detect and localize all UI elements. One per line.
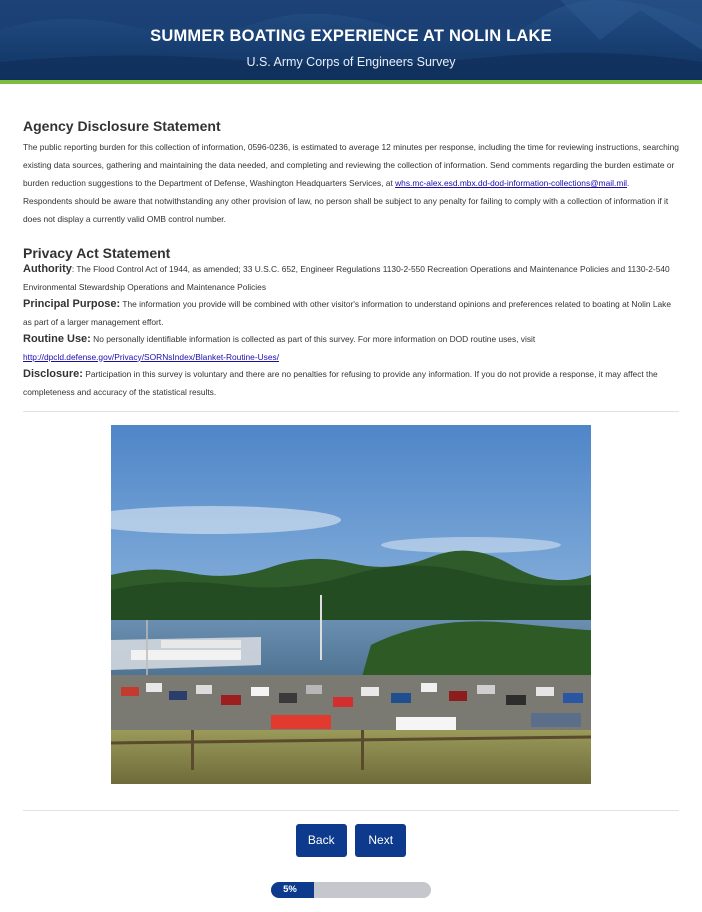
agency-text-part1: The public reporting burden for this collection of information, 0596-0236, is estimated to average 12 minutes per response, including the time for reviewing instructions, searching existing data sources, gathering and maintaining the data needed, and completing and reviewing the collection of information. Send comments regarding the burden estimate or burden reduction suggestions to the Department of Defense, Washington Headquarters Services, at — [23, 142, 679, 188]
agency-text-part2: . Respondents should be aware that notwithstanding any other provision of law, no person shall be subject to any penalty for failing to comply with a collection of information if it does not display a currently valid OMB control number. — [23, 178, 669, 224]
agency-disclosure-section — [23, 84, 679, 228]
authority-item — [23, 261, 679, 296]
nav-divider — [23, 810, 679, 811]
disclosure-label: Disclosure: — [23, 368, 83, 380]
survey-progress-bar — [271, 882, 431, 898]
whs-email-link[interactable]: whs.mc-alex.esd.mbx.dd-dod-information-collections@mail.mil — [395, 178, 628, 188]
survey-navigation — [23, 824, 679, 857]
survey-title: SUMMER BOATING EXPERIENCE AT NOLIN LAKE — [150, 27, 552, 45]
routine-use-label: Routine Use: — [23, 333, 91, 345]
principal-purpose-text: The information you provide will be combined with other visitor's information to understand opinions and preferences related to boating at Nolin Lake as part of a larger management effort. — [23, 299, 671, 327]
routine-use-item — [23, 331, 679, 366]
next-button[interactable]: Next — [355, 824, 406, 857]
authority-label: Authority — [23, 263, 72, 275]
back-button[interactable]: Back — [296, 824, 347, 857]
privacy-act-heading: Privacy Act Statement — [23, 245, 171, 261]
survey-header — [0, 0, 702, 80]
principal-purpose-label: Principal Purpose: — [23, 298, 121, 310]
progress-label: 5% — [283, 884, 297, 895]
disclosure-text: Participation in this survey is voluntary and there are no penalties for refusing to provide any information. If you do not provide a response, it may affect the completeness and accuracy of the statistical results. — [23, 369, 658, 397]
photo-container — [23, 425, 679, 784]
disclosure-item — [23, 366, 679, 401]
lake-marina-photo — [111, 425, 591, 784]
section-divider — [23, 411, 679, 412]
principal-purpose-item — [23, 296, 679, 331]
agency-disclosure-text — [23, 138, 679, 228]
dod-routine-uses-link[interactable]: http://dpcld.defense.gov/Privacy/SORNsIndex/Blanket-Routine-Uses/ — [23, 351, 280, 362]
privacy-act-section — [23, 245, 679, 401]
authority-text: : The Flood Control Act of 1944, as amended; 33 U.S.C. 652, Engineer Regulations 1130-2-550 Recreation Operations and Maintenance Policies and 1130-2-540 Environmental Stewardship Operations and Maintenance Policies — [23, 264, 670, 292]
agency-disclosure-heading: Agency Disclosure Statement — [23, 118, 221, 134]
routine-use-text: No personally identifiable information is collected as part of this survey. For more information on DOD routine uses, visit — [90, 334, 536, 344]
main-content — [0, 84, 702, 898]
survey-subtitle: U.S. Army Corps of Engineers Survey — [246, 55, 456, 69]
